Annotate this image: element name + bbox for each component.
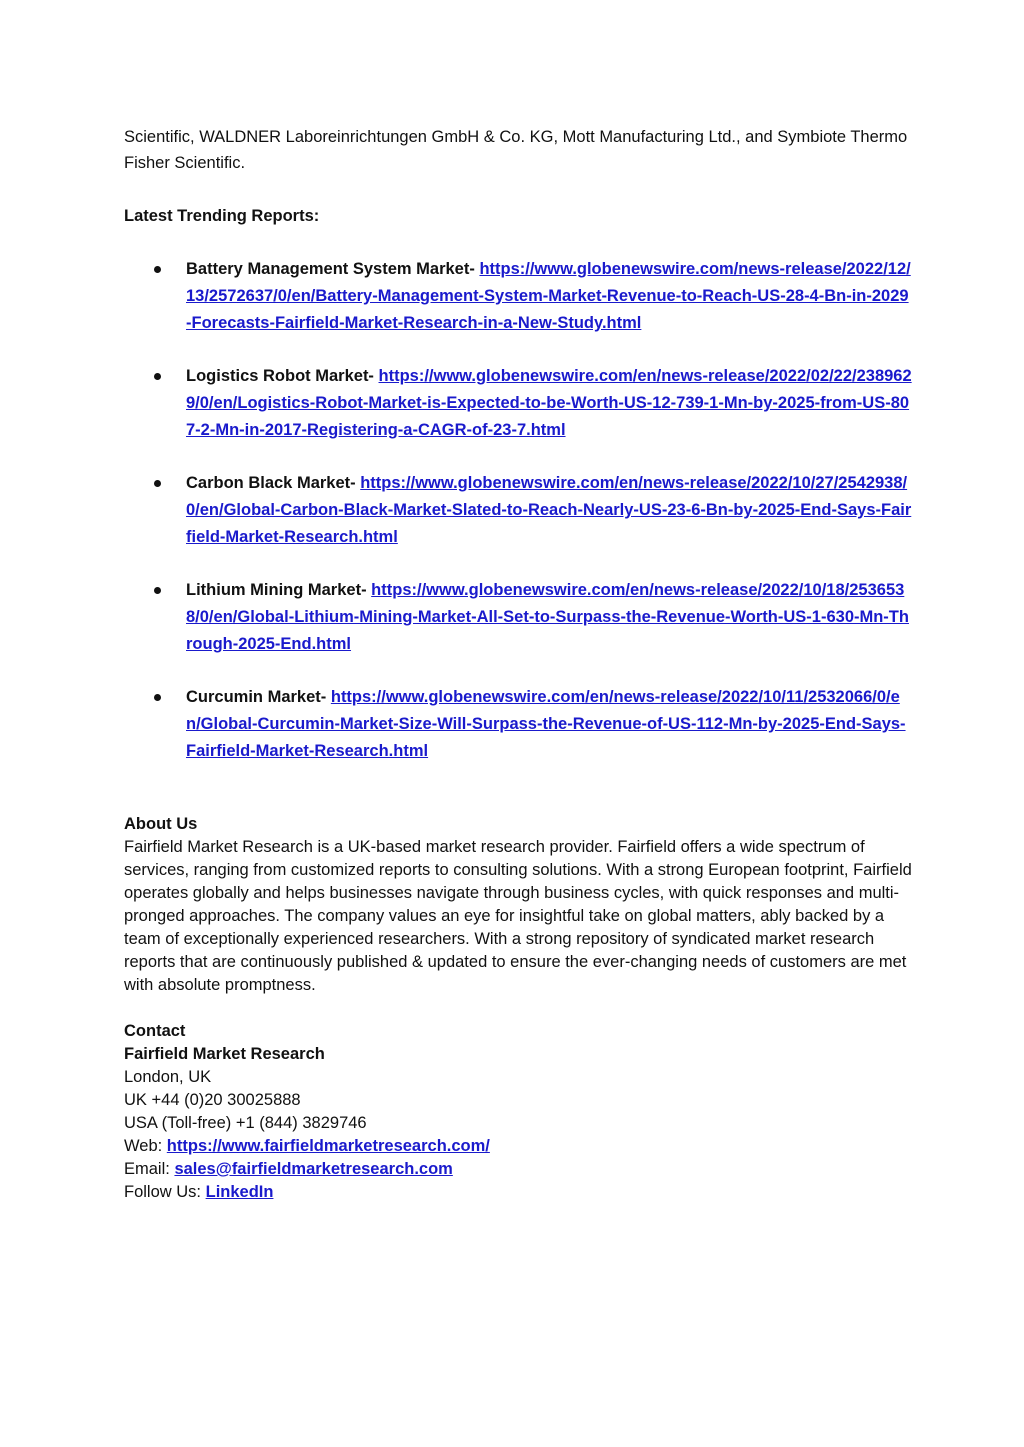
list-item [124, 256, 914, 337]
contact-email-row [124, 1158, 914, 1181]
contact-uk-phone: UK +44 (0)20 30025888 [124, 1091, 301, 1109]
contact-follow-row [124, 1181, 914, 1204]
list-item [124, 363, 914, 444]
list-item [124, 577, 914, 658]
report-label: Curcumin Market- [186, 688, 331, 706]
contact-location: London, UK [124, 1068, 212, 1086]
bullet-icon [154, 694, 161, 701]
contact-company: Fairfield Market Research [124, 1045, 325, 1063]
report-link[interactable]: https://www.globenewswire.com/news-release/2022/12/13/2572637/0/en/Battery-Management-System-Market-Revenue-to-Reach-US-28-4-Bn-in-2029-Forecasts-Fairfield-Market-Research-in-a-New-Study.html [186, 260, 911, 332]
web-link[interactable]: https://www.fairfieldmarketresearch.com/ [166, 1137, 490, 1155]
document-page [124, 124, 914, 1204]
email-link[interactable]: sales@fairfieldmarketresearch.com [174, 1160, 453, 1178]
report-label: Lithium Mining Market- [186, 581, 372, 599]
report-link[interactable]: https://www.globenewswire.com/en/news-release/2022/10/27/2542938/0/en/Global-Carbon-Black-Market-Slated-to-Reach-Nearly-US-23-6-Bn-by-2025-End-Says-Fairfield-Market-Research.html [186, 474, 912, 546]
list-item [124, 470, 914, 551]
trending-reports-list [124, 256, 914, 765]
report-label: Battery Management System Market- [186, 260, 480, 278]
about-body: Fairfield Market Research is a UK-based market research provider. Fairfield offers a wide spectrum of services, ranging from customized reports to consulting solutions. With a strong European footprint, Fairfield operates globally and helps businesses navigate through business cycles, with quick responses and multi-pronged approaches. The company values an eye for insightful take on global matters, ably backed by a team of exceptionally experienced researchers. With a strong repository of syndicated market research reports that are continuously published & updated to ensure the ever-changing needs of customers are met with absolute promptness. [124, 838, 912, 994]
email-label: Email: [124, 1160, 175, 1178]
follow-label: Follow Us: [124, 1183, 206, 1201]
contact-section [124, 1020, 914, 1204]
report-label: Carbon Black Market- [186, 474, 361, 492]
report-link[interactable]: https://www.globenewswire.com/en/news-release/2022/02/22/2389629/0/en/Logistics-Robot-Market-is-Expected-to-be-Worth-US-12-739-1-Mn-by-2025-from-US-807-2-Mn-in-2017-Registering-a-CAGR-of-23-7.html [186, 367, 912, 439]
about-section [124, 813, 914, 997]
intro-paragraph: Scientific, WALDNER Laboreinrichtungen GmbH & Co. KG, Mott Manufacturing Ltd., and Symbiote Thermo Fisher Scientific. [124, 128, 908, 172]
bullet-icon [154, 480, 161, 487]
report-link[interactable]: https://www.globenewswire.com/en/news-release/2022/10/11/2532066/0/en/Global-Curcumin-Market-Size-Will-Surpass-the-Revenue-of-US-112-Mn-by-2025-End-Says-Fairfield-Market-Research.html [186, 688, 906, 760]
trending-reports-heading: Latest Trending Reports: [124, 207, 320, 225]
bullet-icon [154, 587, 161, 594]
report-label: Logistics Robot Market- [186, 367, 379, 385]
bullet-icon [154, 266, 161, 273]
contact-web-row [124, 1135, 914, 1158]
list-item [124, 684, 914, 765]
about-title: About Us [124, 815, 198, 833]
contact-usa-phone: USA (Toll-free) +1 (844) 3829746 [124, 1114, 367, 1132]
web-label: Web: [124, 1137, 167, 1155]
report-link[interactable]: https://www.globenewswire.com/en/news-release/2022/10/18/2536538/0/en/Global-Lithium-Mining-Market-All-Set-to-Surpass-the-Revenue-Worth-US-1-630-Mn-Through-2025-End.html [186, 581, 909, 653]
bullet-icon [154, 373, 161, 380]
contact-title: Contact [124, 1022, 186, 1040]
linkedin-link[interactable]: LinkedIn [205, 1183, 274, 1201]
